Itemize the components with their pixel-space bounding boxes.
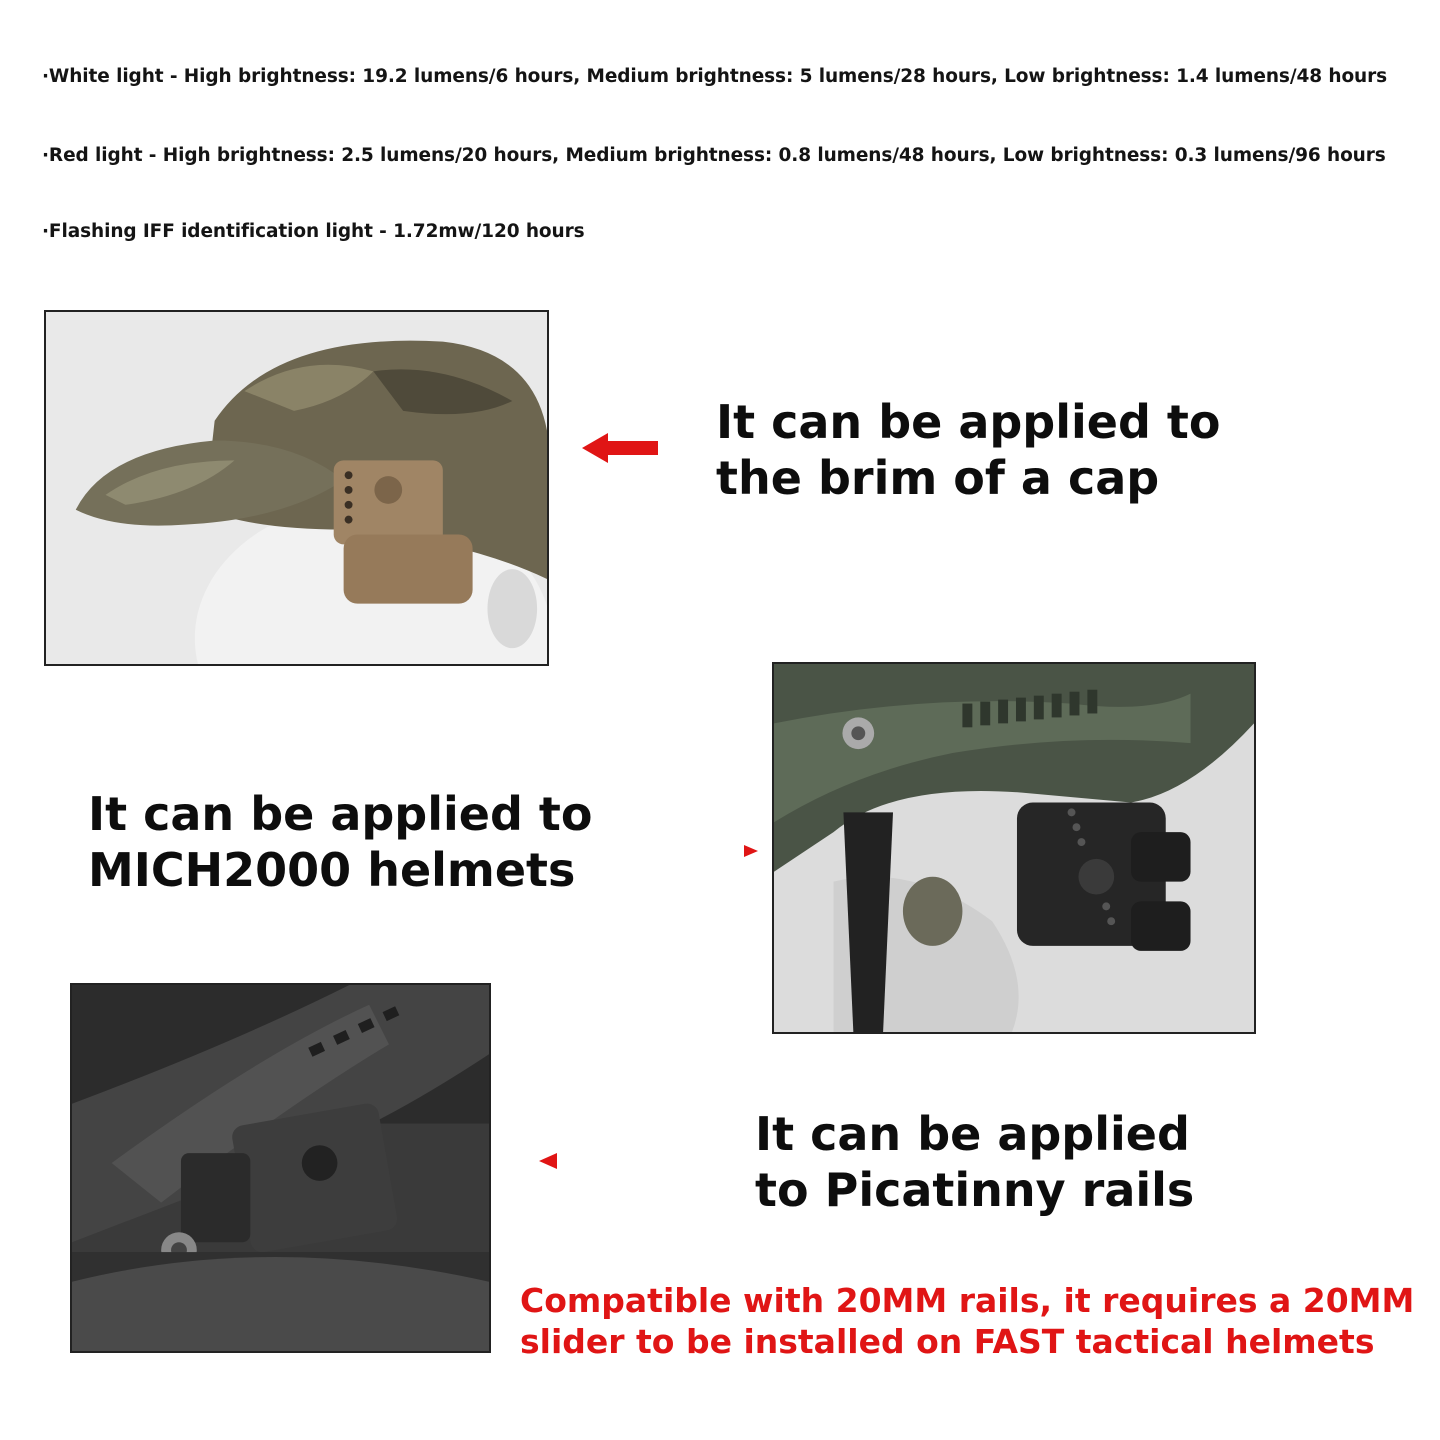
compatibility-note — [520, 1280, 1414, 1362]
spec-iff-light: ·Flashing IFF identification light - 1.72mw/120 hours — [42, 221, 585, 242]
cap-caption — [716, 394, 1221, 506]
compatibility-note-line-2: slider to be installed on FAST tactical helmets — [520, 1322, 1375, 1361]
rail-caption-line-2: to Picatinny rails — [755, 1163, 1195, 1217]
spec-white-light: ·White light - High brightness: 19.2 lumens/6 hours, Medium brightness: 5 lumens/28 hours, Low brightness: 1.4 lumens/48 hours — [42, 66, 1388, 87]
cap-photo — [44, 310, 549, 666]
rail-photo — [70, 983, 491, 1353]
right-arrow-icon — [744, 845, 758, 857]
left-arrow-icon — [539, 1153, 557, 1169]
cap-caption-line-2: the brim of a cap — [716, 451, 1160, 505]
left-arrow-icon — [582, 431, 658, 465]
cap-caption-line-1: It can be applied to — [716, 395, 1221, 449]
helmet-caption-line-1: It can be applied to — [88, 787, 593, 841]
helmet-caption-line-2: MICH2000 helmets — [88, 843, 576, 897]
rail-caption-line-1: It can be applied — [755, 1107, 1190, 1161]
helmet-caption — [88, 786, 593, 898]
spec-red-light: ·Red light - High brightness: 2.5 lumens/20 hours, Medium brightness: 0.8 lumens/48 hours, Low brightness: 0.3 lumens/96 hours — [42, 145, 1386, 166]
rail-caption — [755, 1106, 1194, 1218]
helmet-photo — [772, 662, 1256, 1034]
compatibility-note-line-1: Compatible with 20MM rails, it requires a 20MM — [520, 1281, 1415, 1320]
